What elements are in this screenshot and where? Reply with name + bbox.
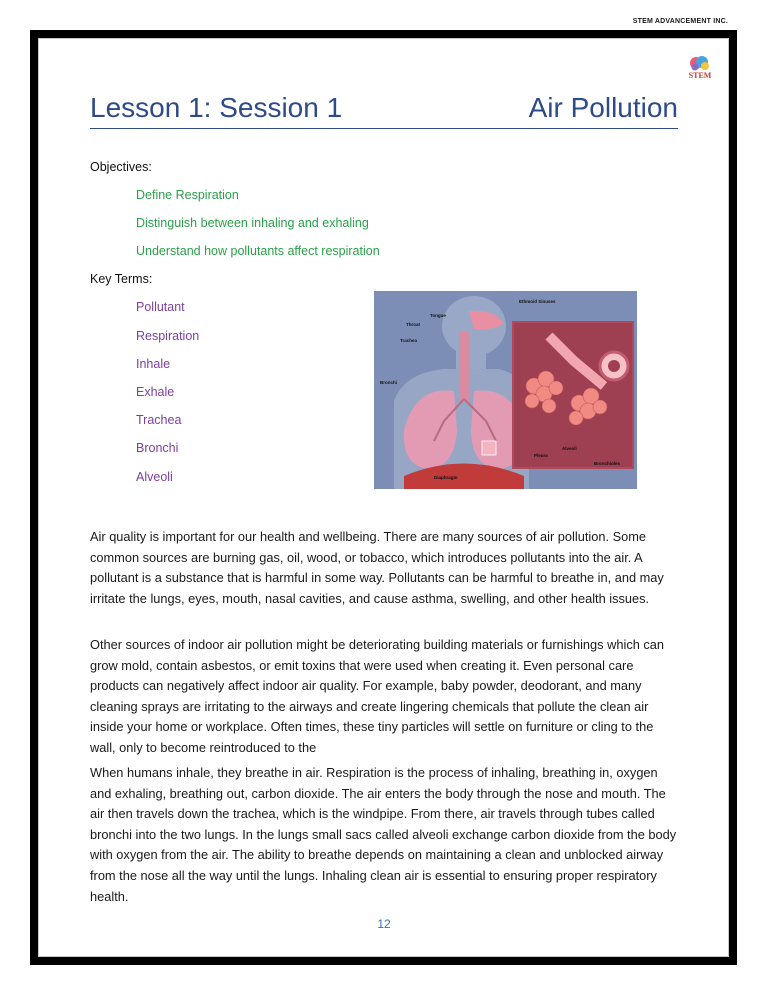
key-term: Pollutant xyxy=(136,300,185,314)
figure-label: Throat xyxy=(406,322,420,327)
topic-title: Air Pollution xyxy=(528,92,678,123)
logo-text: STEM xyxy=(688,71,712,80)
objective-item: Understand how pollutants affect respiration xyxy=(136,244,380,258)
figure-label: Diaphragm xyxy=(434,475,458,480)
lesson-title xyxy=(90,92,678,129)
figure-label: Bronchioles xyxy=(594,461,621,466)
figure-label: Bronchi xyxy=(380,380,398,385)
paragraph: When humans inhale, they breathe in air. Respiration is the process of inhaling, breathing in, oxygen and exhaling, breathing out, carbon dioxide. The air enters the body through the nose and mouth. The air then travels down the trachea, which is the windpipe. From there, air travels through tubes called bronchi into the two lungs. In the lungs small sacs called alveoli exchange carbon dioxide from the body with oxygen from the air. The ability to breathe depends on maintaining a clean and unblocked airway from the nose all the way until the lungs. Inhaling clean air is essential to ensuring proper respiratory health. xyxy=(90,765,677,904)
paragraph: Air quality is important for our health and wellbeing. There are many sources of air pollution. Some common sources are burning gas, oil, wood, or tobacco, which introduces pollutants into the air. A pollutant is a substance that is harmful in some way. Pollutants can be harmful to breathe in, and may irritate the lungs, eyes, mouth, nasal cavities, and cause asthma, swelling, and other health issues. xyxy=(90,529,664,606)
respiratory-system-illustration xyxy=(374,291,637,489)
objectives-label: Objectives: xyxy=(90,160,152,174)
key-term: Bronchi xyxy=(136,441,179,455)
company-name: STEM ADVANCEMENT INC. xyxy=(632,18,728,25)
key-term: Exhale xyxy=(136,385,175,399)
key-term: Inhale xyxy=(136,357,171,371)
respiratory-diagram xyxy=(374,291,637,489)
figure-label: Pleura xyxy=(534,453,548,458)
session-title: Lesson 1: Session 1 xyxy=(90,92,343,123)
objective-item: Define Respiration xyxy=(136,188,239,202)
key-term: Trachea xyxy=(136,413,182,427)
objective-item: Distinguish between inhaling and exhaling xyxy=(136,216,369,230)
key-term: Respiration xyxy=(136,329,200,343)
brain-icon xyxy=(682,54,718,72)
page-number: 12 xyxy=(377,917,391,931)
figure-label: Ethmoid Sinuses xyxy=(519,299,556,304)
figure-label: Tongue xyxy=(430,313,446,318)
key-term: Alveoli xyxy=(136,470,173,484)
paragraph: Other sources of indoor air pollution might be deteriorating building materials or furnishings which can grow mold, contain asbestos, or emit toxins that were used when creating it. Even personal care products can negatively affect indoor air quality. For example, baby powder, deodorant, and many cleaning sprays are irritating to the airways and create lingering chemicals that pollute the clean air inside your home or workplace. Often times, these tiny particles will settle on furniture or cling to the wall, only to become reintroduced to the xyxy=(90,637,665,755)
figure-label: Trachea xyxy=(400,338,418,343)
stem-logo xyxy=(682,54,718,90)
key-terms-label: Key Terms: xyxy=(90,272,153,286)
figure-label: Alveoli xyxy=(562,446,577,451)
